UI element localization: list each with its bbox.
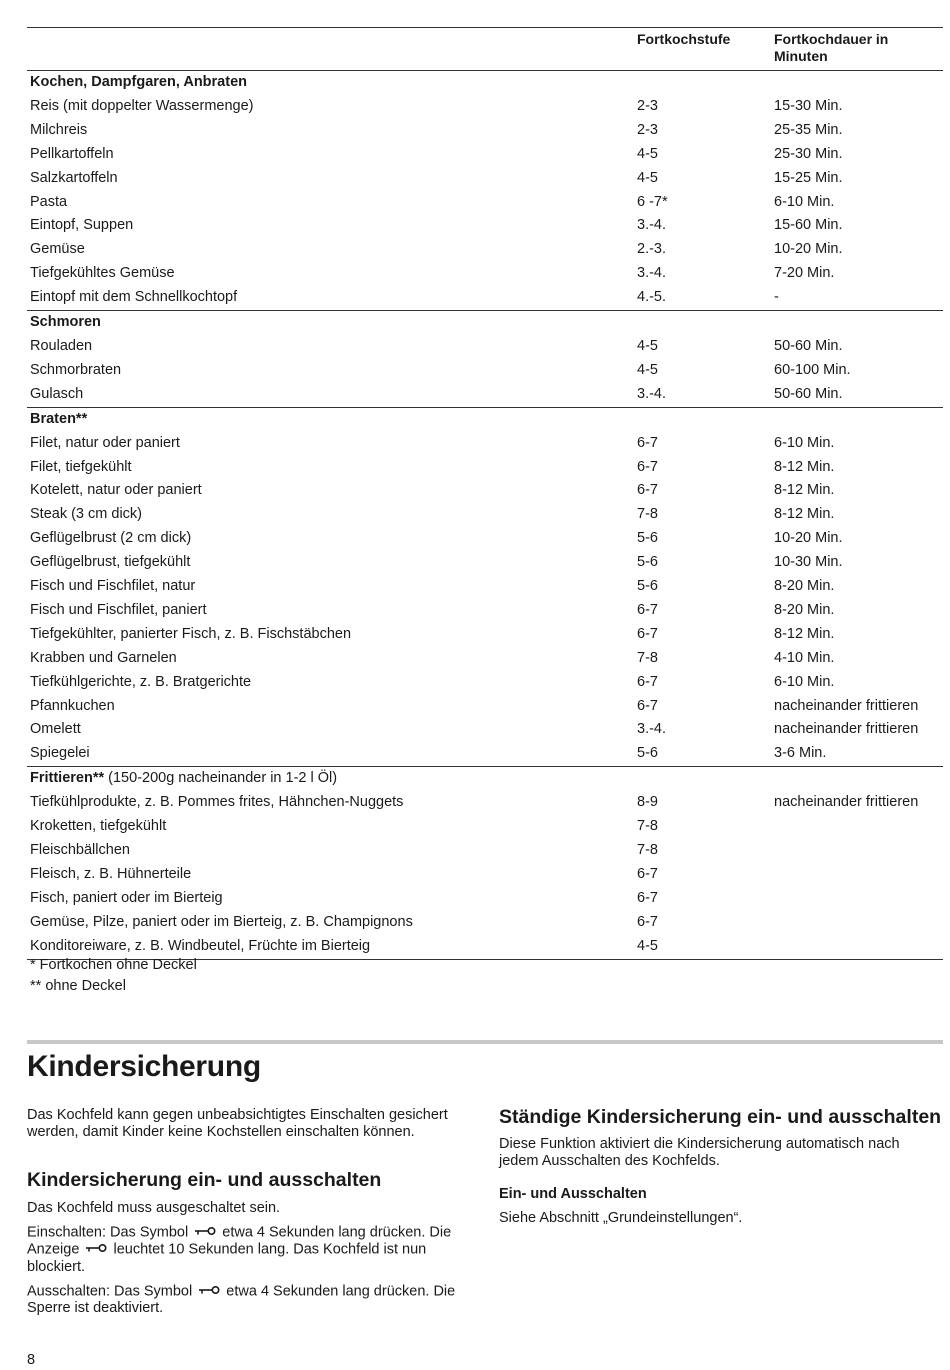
food-cell: Fleischbällchen	[30, 842, 130, 858]
level-cell: 2-3	[637, 121, 658, 138]
table-footnotes	[30, 955, 197, 996]
section-title: Schmoren	[30, 314, 101, 331]
table-row	[27, 503, 943, 527]
duration-cell: nacheinander frittieren	[774, 794, 919, 811]
food-cell: Reis (mit doppelter Wassermenge)	[30, 97, 254, 114]
food-cell: Gemüse	[30, 241, 85, 258]
table-row	[27, 623, 943, 647]
right-column	[499, 1107, 943, 1234]
food-cell: Filet, tiefgekühlt	[30, 458, 132, 475]
food-cell: Konditoreiware, z. B. Windbeutel, Früchte im Bierteig	[27, 935, 634, 959]
table-row	[27, 191, 943, 215]
duration-cell	[771, 911, 943, 935]
table-row	[27, 911, 943, 935]
section-title: Braten**	[30, 410, 88, 427]
section-title: Frittieren**	[30, 770, 105, 787]
table-row	[27, 143, 943, 167]
level-cell: 6-7	[637, 458, 658, 475]
text-span: etwa 4 Sekunden lang drücken. Die Sperre ist deaktiviert.	[27, 1282, 456, 1316]
food-cell: Pfannkuchen	[30, 697, 115, 714]
level-cell: 6 -7*	[637, 193, 668, 210]
table-row	[27, 839, 943, 863]
food-cell: Eintopf, Suppen	[30, 217, 134, 234]
text-span: leuchtet 10 Sekunden lang. Das Kochfeld ist nun blockiert.	[27, 1241, 427, 1275]
table-row	[27, 671, 943, 695]
food-cell: Eintopf mit dem Schnellkochtopf	[30, 289, 238, 306]
header-duration: Fortkochdauer in Minuten	[774, 31, 889, 64]
duration-cell: 50-60 Min.	[774, 385, 843, 402]
level-cell: 4-5	[637, 337, 658, 354]
level-cell: 7-8	[637, 818, 658, 835]
switch-off-paragraph	[27, 1283, 467, 1317]
paragraph: Diese Funktion aktiviert die Kindersicherung automatisch nach jedem Ausschalten des Kochfelds.	[499, 1136, 900, 1169]
duration-cell: -	[774, 289, 779, 306]
food-cell: Milchreis	[30, 121, 88, 138]
food-cell: Schmorbraten	[30, 361, 122, 378]
duration-cell: 50-60 Min.	[774, 337, 843, 354]
footnote: * Fortkochen ohne Deckel	[30, 957, 197, 973]
footnote: ** ohne Deckel	[30, 977, 126, 994]
food-cell: Kotelett, natur oder paniert	[30, 482, 202, 499]
table-row	[27, 718, 943, 742]
section-header-cell	[27, 311, 943, 335]
table-row	[27, 456, 943, 480]
level-cell: 6-7	[637, 865, 658, 882]
table-row	[27, 575, 943, 599]
duration-cell: 10-30 Min.	[774, 554, 843, 571]
food-cell: Omelett	[30, 721, 81, 738]
table-row	[27, 262, 943, 286]
table-row	[27, 214, 943, 238]
food-cell: Fisch und Fischfilet, natur	[30, 578, 196, 595]
duration-cell	[771, 815, 943, 839]
table-row	[27, 432, 943, 456]
duration-cell: 15-30 Min.	[774, 97, 843, 114]
level-cell: 5-6	[637, 745, 658, 762]
key-icon	[85, 1241, 107, 1258]
duration-cell: nacheinander frittieren	[774, 697, 919, 714]
duration-cell: 6-10 Min.	[774, 434, 835, 451]
duration-cell: 10-20 Min.	[774, 241, 843, 258]
duration-cell: 4-10 Min.	[774, 649, 835, 666]
table-row	[27, 695, 943, 719]
table-row	[27, 599, 943, 623]
level-cell: 4-5	[637, 145, 658, 162]
level-cell: 6-7	[637, 625, 658, 642]
level-cell: 4-5	[634, 935, 771, 959]
duration-cell: 8-20 Min.	[774, 578, 835, 595]
table-header-row	[27, 28, 943, 71]
duration-cell: 8-12 Min.	[774, 482, 835, 499]
left-heading: Kindersicherung ein- und ausschalten	[27, 1169, 382, 1191]
cooking-table	[27, 27, 943, 960]
table-row	[27, 383, 943, 407]
table-row	[27, 238, 943, 262]
table-row	[27, 527, 943, 551]
level-cell: 4.-5.	[637, 289, 667, 306]
table-row	[27, 479, 943, 503]
table-row	[27, 119, 943, 143]
food-cell: Salzkartoffeln	[30, 169, 118, 186]
food-cell: Tiefkühlgerichte, z. B. Bratgerichte	[30, 673, 252, 690]
food-cell: Fisch und Fischfilet, paniert	[30, 601, 207, 618]
header-level: Fortkochstufe	[637, 31, 731, 47]
table-row	[27, 359, 943, 383]
food-cell: Gulasch	[30, 385, 84, 402]
food-cell: Filet, natur oder paniert	[30, 434, 180, 451]
level-cell: 6-7	[637, 889, 658, 906]
duration-cell: 25-35 Min.	[774, 121, 843, 138]
table-row	[27, 551, 943, 575]
food-cell: Gemüse, Pilze, paniert oder im Bierteig, z. B. Champignons	[30, 913, 413, 930]
section-header-cell	[27, 407, 943, 431]
duration-cell	[771, 863, 943, 887]
level-cell: 7-8	[637, 506, 658, 523]
level-cell: 5-6	[637, 554, 658, 571]
text-span: Ausschalten: Das Symbol	[27, 1282, 193, 1299]
food-cell: Fisch, paniert oder im Bierteig	[30, 889, 223, 906]
food-cell: Krabben und Garnelen	[30, 649, 177, 666]
paragraph: Das Kochfeld muss ausgeschaltet sein.	[27, 1200, 281, 1216]
duration-cell: 6-10 Min.	[774, 673, 835, 690]
duration-cell: 60-100 Min.	[774, 361, 851, 378]
header-item	[27, 28, 634, 71]
duration-cell	[771, 887, 943, 911]
food-cell: Fleisch, z. B. Hühnerteile	[30, 865, 192, 882]
level-cell: 3.-4.	[637, 721, 667, 738]
level-cell: 7-8	[637, 842, 658, 858]
section-header-row	[27, 767, 943, 791]
level-cell: 6-7	[637, 482, 658, 499]
table-body	[27, 71, 943, 960]
level-cell: 3.-4.	[637, 217, 667, 234]
level-cell: 4-5	[637, 169, 658, 186]
duration-cell: 7-20 Min.	[774, 265, 835, 282]
level-cell: 3.-4.	[637, 385, 667, 402]
level-cell: 6-7	[637, 913, 658, 930]
food-cell: Spiegelei	[30, 745, 90, 762]
level-cell: 5-6	[637, 578, 658, 595]
table-row	[27, 815, 943, 839]
table-row	[27, 887, 943, 911]
section-title: Kindersicherung	[27, 1050, 261, 1083]
text-span: etwa 4 Sekunden lang drücken. Die Anzeige	[27, 1224, 452, 1258]
section-header-row	[27, 311, 943, 335]
right-heading: Ständige Kindersicherung ein- und ausschalten	[499, 1106, 942, 1128]
duration-cell: 25-30 Min.	[774, 145, 843, 162]
right-subheading: Ein- und Ausschalten	[499, 1186, 647, 1202]
left-column	[27, 1107, 467, 1324]
section-header-cell	[27, 71, 943, 95]
level-cell: 2-3	[637, 97, 658, 114]
table-row	[27, 742, 943, 766]
food-cell: Tiefkühlprodukte, z. B. Pommes frites, Hähnchen-Nuggets	[30, 794, 404, 811]
section-header-cell	[27, 767, 943, 791]
duration-cell: 6-10 Min.	[774, 193, 835, 210]
page-number: 8	[27, 1352, 36, 1368]
duration-cell: 15-60 Min.	[774, 217, 843, 234]
level-cell: 8-9	[637, 794, 658, 811]
level-cell: 4-5	[637, 361, 658, 378]
level-cell: 6-7	[637, 697, 658, 714]
table-row	[27, 95, 943, 119]
food-cell: Pasta	[30, 193, 68, 210]
table-row	[27, 863, 943, 887]
section-note: (150-200g nacheinander in 1-2 l Öl)	[104, 770, 338, 787]
duration-cell: 8-20 Min.	[774, 601, 835, 618]
text-span: Einschalten: Das Symbol	[27, 1224, 189, 1241]
duration-cell: 3-6 Min.	[774, 745, 827, 762]
food-cell: Geflügelbrust (2 cm dick)	[30, 530, 192, 547]
switch-on-paragraph	[27, 1224, 467, 1276]
section-header-row	[27, 407, 943, 431]
food-cell: Pellkartoffeln	[30, 145, 114, 162]
table-row	[27, 335, 943, 359]
level-cell: 7-8	[637, 649, 658, 666]
duration-cell: 8-12 Min.	[774, 625, 835, 642]
table-row	[27, 286, 943, 310]
level-cell: 6-7	[637, 673, 658, 690]
section-header-row	[27, 71, 943, 95]
food-cell: Steak (3 cm dick)	[30, 506, 142, 523]
food-cell: Geflügelbrust, tiefgekühlt	[30, 554, 191, 571]
food-cell: Tiefgekühltes Gemüse	[30, 265, 175, 282]
duration-cell: 15-25 Min.	[774, 169, 843, 186]
duration-cell: 10-20 Min.	[774, 530, 843, 547]
level-cell: 2.-3.	[637, 241, 667, 258]
level-cell: 6-7	[637, 601, 658, 618]
paragraph: Siehe Abschnitt „Grundeinstellungen“.	[499, 1210, 743, 1226]
duration-cell: nacheinander frittieren	[774, 721, 919, 738]
level-cell: 3.-4.	[637, 265, 667, 282]
table-row	[27, 647, 943, 671]
level-cell: 5-6	[637, 530, 658, 547]
key-icon	[198, 1283, 220, 1300]
duration-cell: 8-12 Min.	[774, 506, 835, 523]
cooking-table-container	[27, 27, 943, 960]
food-cell: Tiefgekühlter, panierter Fisch, z. B. Fischstäbchen	[30, 625, 352, 642]
table-row	[27, 791, 943, 815]
food-cell: Rouladen	[30, 337, 93, 354]
duration-cell	[771, 839, 943, 863]
intro-text: Das Kochfeld kann gegen unbeabsichtigtes Einschalten gesichert werden, damit Kinder keine Kochstellen einschalten können.	[27, 1107, 448, 1140]
food-cell: Kroketten, tiefgekühlt	[30, 818, 167, 835]
section-divider	[27, 1040, 943, 1044]
key-icon	[194, 1224, 216, 1241]
level-cell: 6-7	[637, 434, 658, 451]
table-row	[27, 167, 943, 191]
section-title: Kochen, Dampfgaren, Anbraten	[30, 74, 247, 90]
duration-cell	[771, 935, 943, 959]
duration-cell: 8-12 Min.	[774, 458, 835, 475]
